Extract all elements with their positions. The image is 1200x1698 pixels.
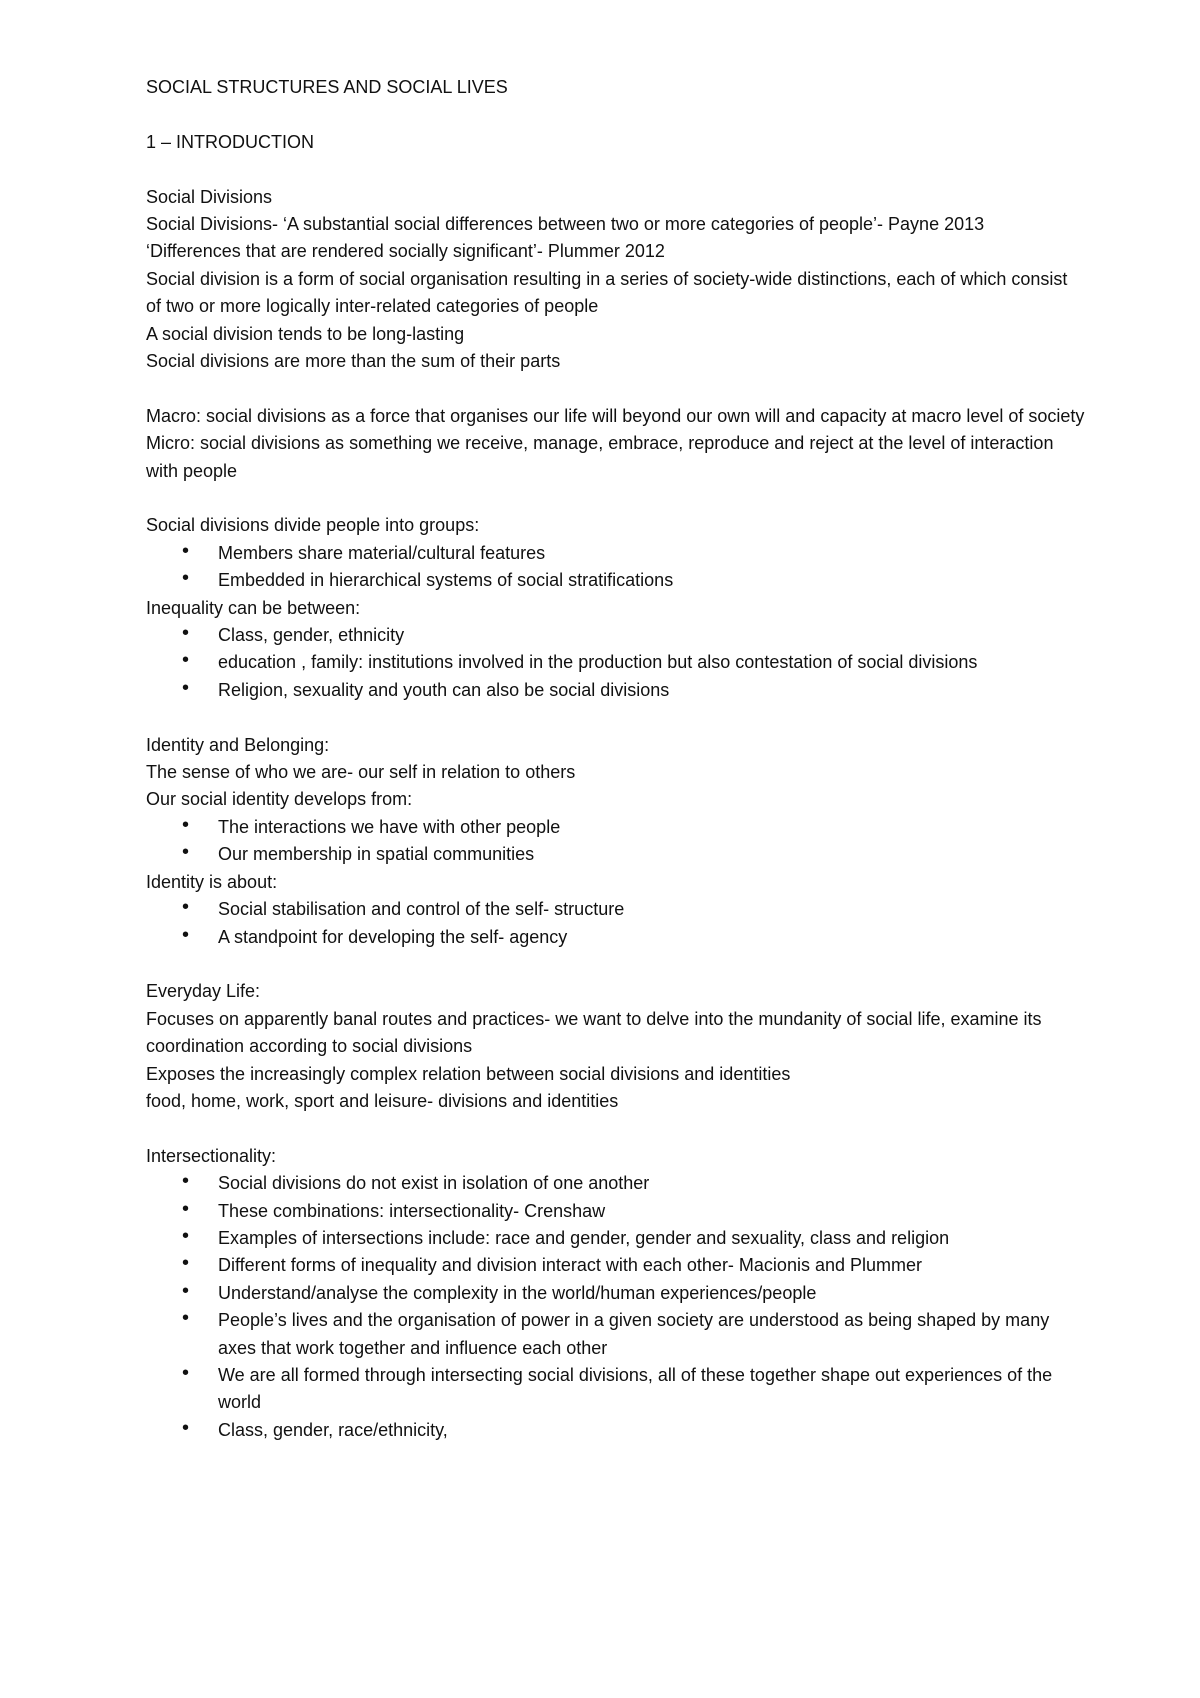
list-item: • We are all formed through intersecting social divisions, all of these together shape out experiences of the world (146, 1362, 1086, 1417)
spacer (146, 375, 1086, 402)
intersectionality-list (146, 1170, 1086, 1444)
paragraph-line: A social division tends to be long-lasting (146, 323, 465, 344)
list-item: • Religion, sexuality and youth can also be social divisions (146, 677, 1086, 704)
list-item: • Our membership in spatial communities (146, 841, 1086, 868)
document-title: SOCIAL STRUCTURES AND SOCIAL LIVES (146, 77, 508, 97)
list-item: • Class, gender, race/ethnicity, (146, 1417, 1086, 1444)
paragraph-line: Exposes the increasingly complex relation between social divisions and identities (146, 1063, 791, 1084)
paragraph-line: The sense of who we are- our self in relation to others (146, 762, 576, 783)
paragraph-line: Social Divisions- ‘A substantial social differences between two or more categories of people’- Payne 2013 (146, 214, 985, 234)
paragraph-line: Social divisions are more than the sum of their parts (146, 351, 561, 372)
document-page (146, 74, 1086, 1444)
paragraph-line: food, home, work, sport and leisure- divisions and identities (146, 1090, 619, 1111)
list-item: • The interactions we have with other people (146, 814, 1086, 841)
list-item: • Embedded in hierarchical systems of social stratifications (146, 567, 1086, 594)
spacer (146, 485, 1086, 512)
spacer (146, 156, 1086, 183)
list-item: • Understand/analyse the complexity in the world/human experiences/people (146, 1280, 1086, 1307)
list-item: • Examples of intersections include: race and gender, gender and sexuality, class and religion (146, 1225, 1086, 1252)
paragraph-line: Social division is a form of social organisation resulting in a series of society-wide distinctions, each of which consist of two or more logically inter-related categories of people (146, 268, 1068, 317)
list-item: • Social stabilisation and control of the self- structure (146, 896, 1086, 923)
spacer (146, 951, 1086, 978)
identity-heading: Identity and Belonging: (146, 734, 330, 755)
micro-paragraph: Micro: social divisions as something we receive, manage, embrace, reproduce and reject at the level of interaction with people (146, 433, 1054, 481)
section-heading: 1 – INTRODUCTION (146, 131, 315, 152)
identity-develops-intro: Our social identity develops from: (146, 789, 413, 810)
inequality-bullet-list (146, 622, 1086, 704)
spacer (146, 101, 1086, 128)
inequality-intro: Inequality can be between: (146, 597, 361, 618)
identity-develops-list (146, 814, 1086, 869)
spacer (146, 704, 1086, 731)
spacer (146, 1115, 1086, 1142)
list-item: • These combinations: intersectionality- Crenshaw (146, 1198, 1086, 1225)
paragraph-line: Focuses on apparently banal routes and practices- we want to delve into the mundanity of social life, examine its coordination according to social divisions (146, 1008, 1042, 1057)
macro-paragraph: Macro: social divisions as a force that organises our life will beyond our own will and capacity at macro level of society (146, 405, 1085, 426)
identity-about-list (146, 896, 1086, 951)
list-item: • Different forms of inequality and division interact with each other- Macionis and Plummer (146, 1252, 1086, 1279)
intersectionality-heading: Intersectionality: (146, 1145, 277, 1166)
list-item: • People’s lives and the organisation of power in a given society are understood as being shaped by many axes that work together and influence each other (146, 1307, 1086, 1362)
everyday-heading: Everyday Life: (146, 981, 261, 1002)
social-divisions-heading: Social Divisions (146, 186, 273, 207)
groups-bullet-list (146, 540, 1086, 595)
paragraph-line: ‘Differences that are rendered socially significant’- Plummer 2012 (146, 241, 665, 262)
groups-intro: Social divisions divide people into groups: (146, 515, 480, 536)
list-item: • education , family: institutions involved in the production but also contestation of social divisions (146, 649, 1086, 676)
list-item: • Class, gender, ethnicity (146, 622, 1086, 649)
identity-about-intro: Identity is about: (146, 871, 278, 892)
list-item: • Social divisions do not exist in isolation of one another (146, 1170, 1086, 1197)
list-item: • Members share material/cultural features (146, 540, 1086, 567)
list-item: • A standpoint for developing the self- agency (146, 924, 1086, 951)
